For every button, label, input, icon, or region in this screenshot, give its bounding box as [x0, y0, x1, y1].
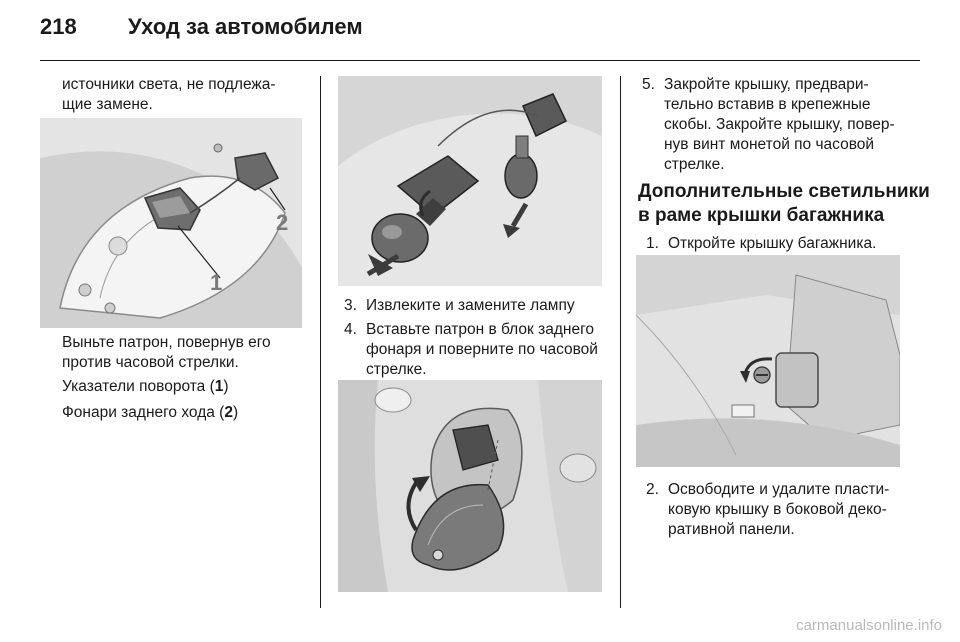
instruction-line: против часовой стрелки.: [62, 354, 239, 371]
rear-lamp-illustration: [40, 118, 302, 328]
column-divider-2: [620, 76, 621, 608]
intro-line: щие замене.: [62, 96, 153, 113]
step-number: 3.: [344, 297, 357, 314]
step-text: Освободите и удалите пласти-: [668, 481, 890, 498]
subheading-line: в раме крышки багажника: [638, 205, 885, 226]
step-text: нув винт монетой по часовой: [664, 136, 875, 153]
step-2: [646, 480, 889, 540]
step-number: 5.: [642, 76, 655, 93]
page-number: 218: [40, 14, 77, 39]
step-text: ковую крышку в боковой деко-: [668, 501, 887, 518]
step-number: 4.: [344, 321, 357, 338]
lamp-cover-illustration: [338, 380, 602, 592]
callout-ref-1: 1: [214, 378, 224, 395]
figure-bulb-replacement: [338, 76, 602, 286]
step-text: Извлеките и замените лампу: [366, 297, 575, 314]
instruction-paragraph: [62, 333, 271, 373]
step-text: стрелке.: [366, 361, 427, 378]
figure-callout-1: 1: [210, 270, 223, 295]
intro-line: источники света, не подлежа-: [62, 76, 276, 93]
step-1: [646, 234, 876, 254]
chapter-title: Уход за автомобилем: [128, 14, 363, 39]
reverse-light-line: Фонари заднего хода (2): [62, 404, 239, 421]
header-rule: [40, 60, 920, 61]
figure-lamp-cover: [338, 380, 602, 592]
turn-indicator-line: Указатели поворота (1): [62, 378, 229, 395]
figure-callout-2: 2: [276, 210, 289, 235]
step-text: фонаря и поверните по часовой: [366, 341, 598, 358]
watermark: carmanualsonline.info: [796, 617, 942, 634]
instruction-line: Выньте патрон, повернув его: [62, 334, 271, 351]
step-number: 2.: [646, 481, 659, 498]
step-5: [642, 75, 895, 175]
step-4: [344, 320, 598, 380]
step-text: Закройте крышку, предвари-: [664, 76, 869, 93]
page-header: [40, 14, 363, 40]
step-text: стрелке.: [664, 156, 725, 173]
step-text: ративной панели.: [668, 521, 795, 538]
step-text: Откройте крышку багажника.: [668, 235, 877, 252]
step-text: скобы. Закройте крышку, повер-: [664, 116, 895, 133]
step-text: Вставьте патрон в блок заднего: [366, 321, 594, 338]
trunk-panel-illustration: [636, 255, 900, 467]
subheading-line: Дополнительные светильники: [638, 181, 930, 202]
intro-paragraph: [62, 75, 276, 115]
step-3: [344, 296, 575, 316]
figure-rear-lamp-sockets: [40, 118, 302, 328]
section-subheading: [638, 180, 930, 228]
callout-ref-2: 2: [224, 404, 233, 421]
step-text: тельно вставив в крепежные: [664, 96, 871, 113]
column-divider-1: [320, 76, 321, 608]
step-number: 1.: [646, 235, 659, 252]
figure-trunk-panel: [636, 255, 900, 467]
bulb-replacement-illustration: [338, 76, 602, 286]
